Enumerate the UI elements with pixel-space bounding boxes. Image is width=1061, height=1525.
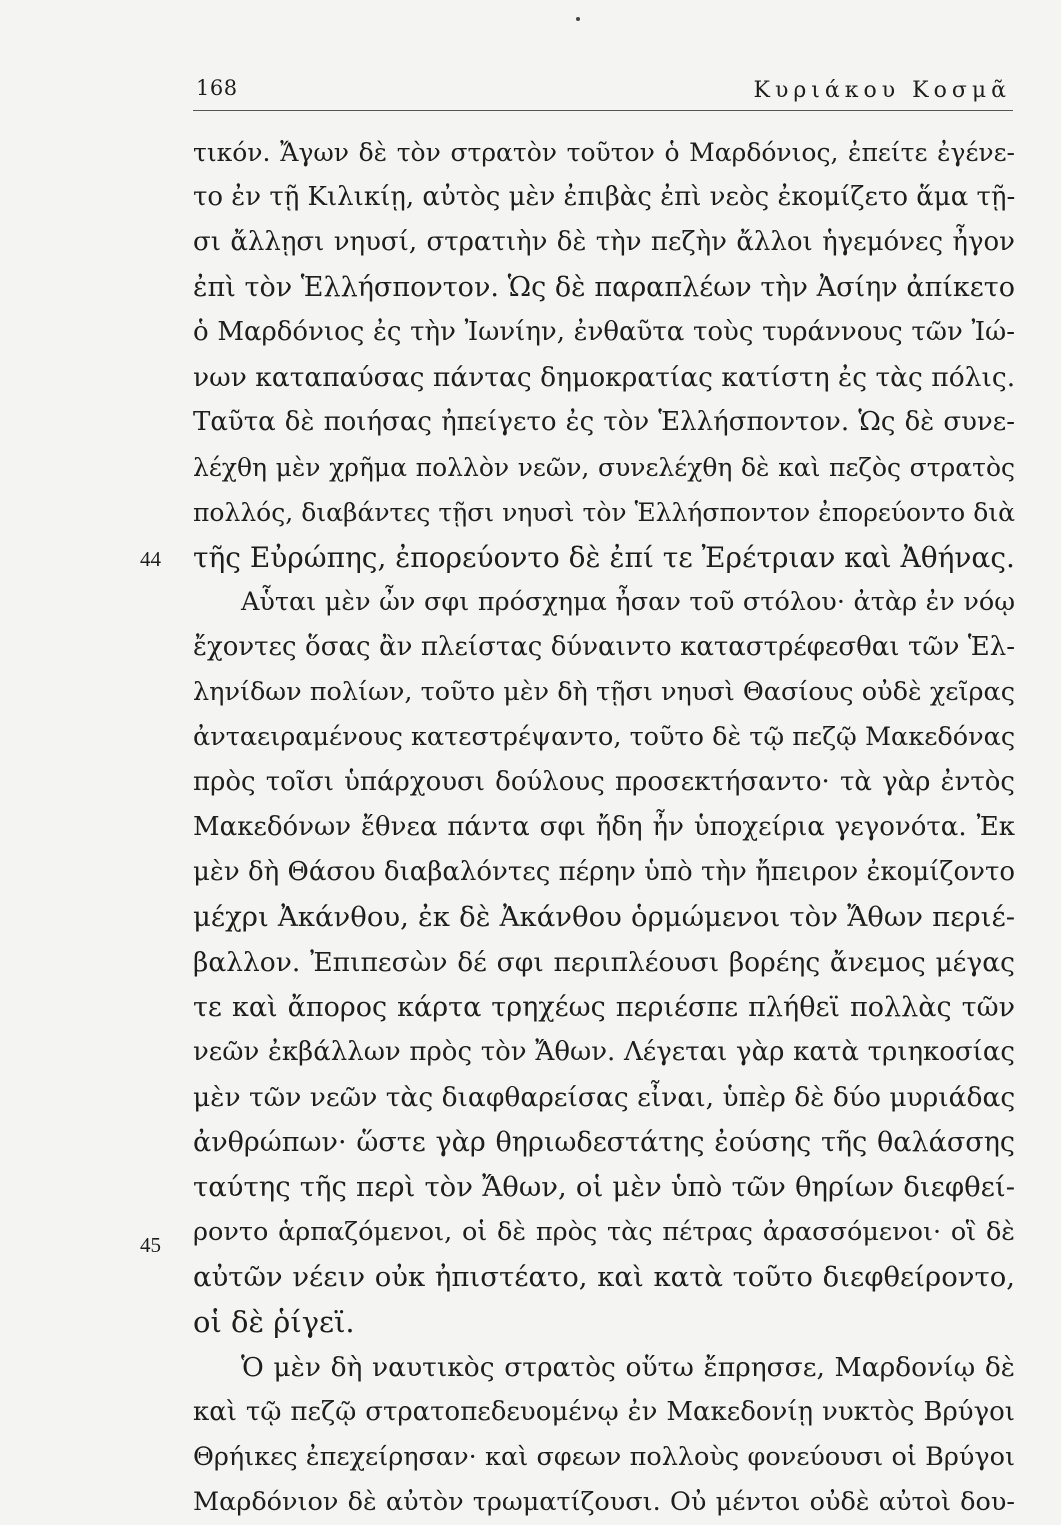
text-line: μὲν δὴ Θάσου διαβαλόντες πέρην ὑπὸ τὴν ἤπειρον ἐκομίζοντο (193, 857, 1015, 887)
text-line: τε καὶ ἄπορος κάρτα τρηχέως περιέσπε πλήθεϊ πολλὰς τῶν (193, 992, 1015, 1023)
text-line: Μακεδόνων ἔθνεα πάντα σφι ἤδη ἦν ὑποχείρια γεγονότα. Ἐκ (193, 812, 1015, 842)
text-line: αὐτῶν νέειν οὐκ ἠπιστέατο, καὶ κατὰ τοῦτο διεφθείροντο, (193, 1261, 1015, 1293)
text-line: βαλλον. Ἐπιπεσὼν δέ σφι περιπλέουσι βορέης ἄνεμος μέγας (193, 947, 1015, 978)
text-line: ἀνθρώπων· ὥστε γὰρ θηριωδεστάτης ἐούσης τῆς θαλάσσης (193, 1127, 1015, 1158)
text-line: μέχρι Ἀκάνθου, ἐκ δὲ Ἀκάνθου ὁρμώμενοι τὸν Ἄθων περιέ- (193, 901, 1015, 933)
section-number-44: 44 (140, 547, 161, 571)
text-line: σι ἄλλῃσι νηυσί, στρατιὴν δὲ τὴν πεζὴν ἄλλοι ἡγεμόνες ἦγον (193, 227, 1015, 257)
text-line: ἐπὶ τὸν Ἑλλήσποντον. Ὡς δὲ παραπλέων τὴν Ἀσίην ἀπίκετο (193, 272, 1015, 303)
text-line: ληνίδων πολίων, τοῦτο μὲν δὴ τῇσι νηυσὶ Θασίους οὐδὲ χεῖρας (193, 677, 1015, 707)
text-line: ταύτης τῆς περὶ τὸν Ἄθων, οἱ μὲν ὑπὸ τῶν θηρίων διεφθεί- (193, 1171, 1015, 1203)
text-line: ἀνταειραμένους κατεστρέψαντο, τοῦτο δὲ τῷ πεζῷ Μακεδόνας (193, 722, 1015, 752)
paragraph-start-45: Ὁ μὲν δὴ ναυτικὸς στρατὸς οὕτω ἔπρησσε, Μαρδονίῳ δὲ (241, 1352, 1015, 1383)
ink-speck (576, 17, 580, 21)
page-header (193, 70, 1013, 111)
text-line: ἔχοντες ὅσας ἂν πλείστας δύναιντο καταστρέφεσθαι τῶν Ἑλ- (193, 632, 1015, 662)
text-line: ροντο ἁρπαζόμενοι, οἱ δὲ πρὸς τὰς πέτρας ἀρασσόμενοι· οἳ δὲ (193, 1217, 1015, 1247)
text-line: νεῶν ἐκβάλλων πρὸς τὸν Ἄθων. Λέγεται γὰρ κατὰ τριηκοσίας (193, 1037, 1015, 1067)
text-line: το ἐν τῇ Κιλικίῃ, αὐτὸς μὲν ἐπιβὰς ἐπὶ νεὸς ἐκομίζετο ἅμα τῇ- (193, 182, 1015, 212)
text-line: πολλός, διαβάντες τῇσι νηυσὶ τὸν Ἑλλήσποντον ἐπορεύοντο διὰ (193, 498, 1015, 527)
running-head: Κυριάκου Κοσμᾶ (753, 78, 1011, 103)
text-line: Μαρδόνιον δὲ αὐτὸν τρωματίζουσι. Οὐ μέντοι οὐδὲ αὐτοὶ δου- (193, 1487, 1015, 1517)
text-line: Θρήικες ἐπεχείρησαν· καὶ σφεων πολλοὺς φονεύουσι οἱ Βρύγοι (193, 1442, 1015, 1472)
text-line: οἱ δὲ ῥίγεϊ. (193, 1305, 355, 1339)
text-line: μὲν τῶν νεῶν τὰς διαφθαρείσας εἶναι, ὑπὲρ δὲ δύο μυριάδας (193, 1082, 1015, 1113)
text-line: τικόν. Ἄγων δὲ τὸν στρατὸν τοῦτον ὁ Μαρδόνιος, ἐπείτε ἐγένε- (193, 138, 1015, 167)
text-line: νων καταπαύσας πάντας δημοκρατίας κατίστη ἐς τὰς πόλις. (193, 362, 1015, 393)
paragraph-start-44: Αὗται μὲν ὦν σφι πρόσχημα ἦσαν τοῦ στόλου· ἀτὰρ ἐν νόῳ (241, 587, 1015, 617)
text-line: λέχθη μὲν χρῆμα πολλὸν νεῶν, συνελέχθη δὲ καὶ πεζὸς στρατὸς (193, 453, 1015, 482)
text-line: ὁ Μαρδόνιος ἐς τὴν Ἰωνίην, ἐνθαῦτα τοὺς τυράννους τῶν Ἰώ- (193, 317, 1015, 347)
section-number-45: 45 (140, 1233, 161, 1257)
page-number: 168 (196, 76, 238, 100)
text-line: πρὸς τοῖσι ὑπάρχουσι δούλους προσεκτήσαντο· τὰ γὰρ ἐντὸς (193, 767, 1015, 797)
text-line: Ταῦτα δὲ ποιήσας ἠπείγετο ἐς τὸν Ἑλλήσποντον. Ὡς δὲ συνε- (193, 407, 1015, 437)
text-line: τῆς Εὐρώπης, ἐπορεύοντο δὲ ἐπί τε Ἐρέτριαν καὶ Ἀθήνας. (193, 541, 1015, 574)
text-line: καὶ τῷ πεζῷ στρατοπεδευομένῳ ἐν Μακεδονίῃ νυκτὸς Βρύγοι (193, 1397, 1015, 1427)
body-text (193, 130, 1015, 1525)
